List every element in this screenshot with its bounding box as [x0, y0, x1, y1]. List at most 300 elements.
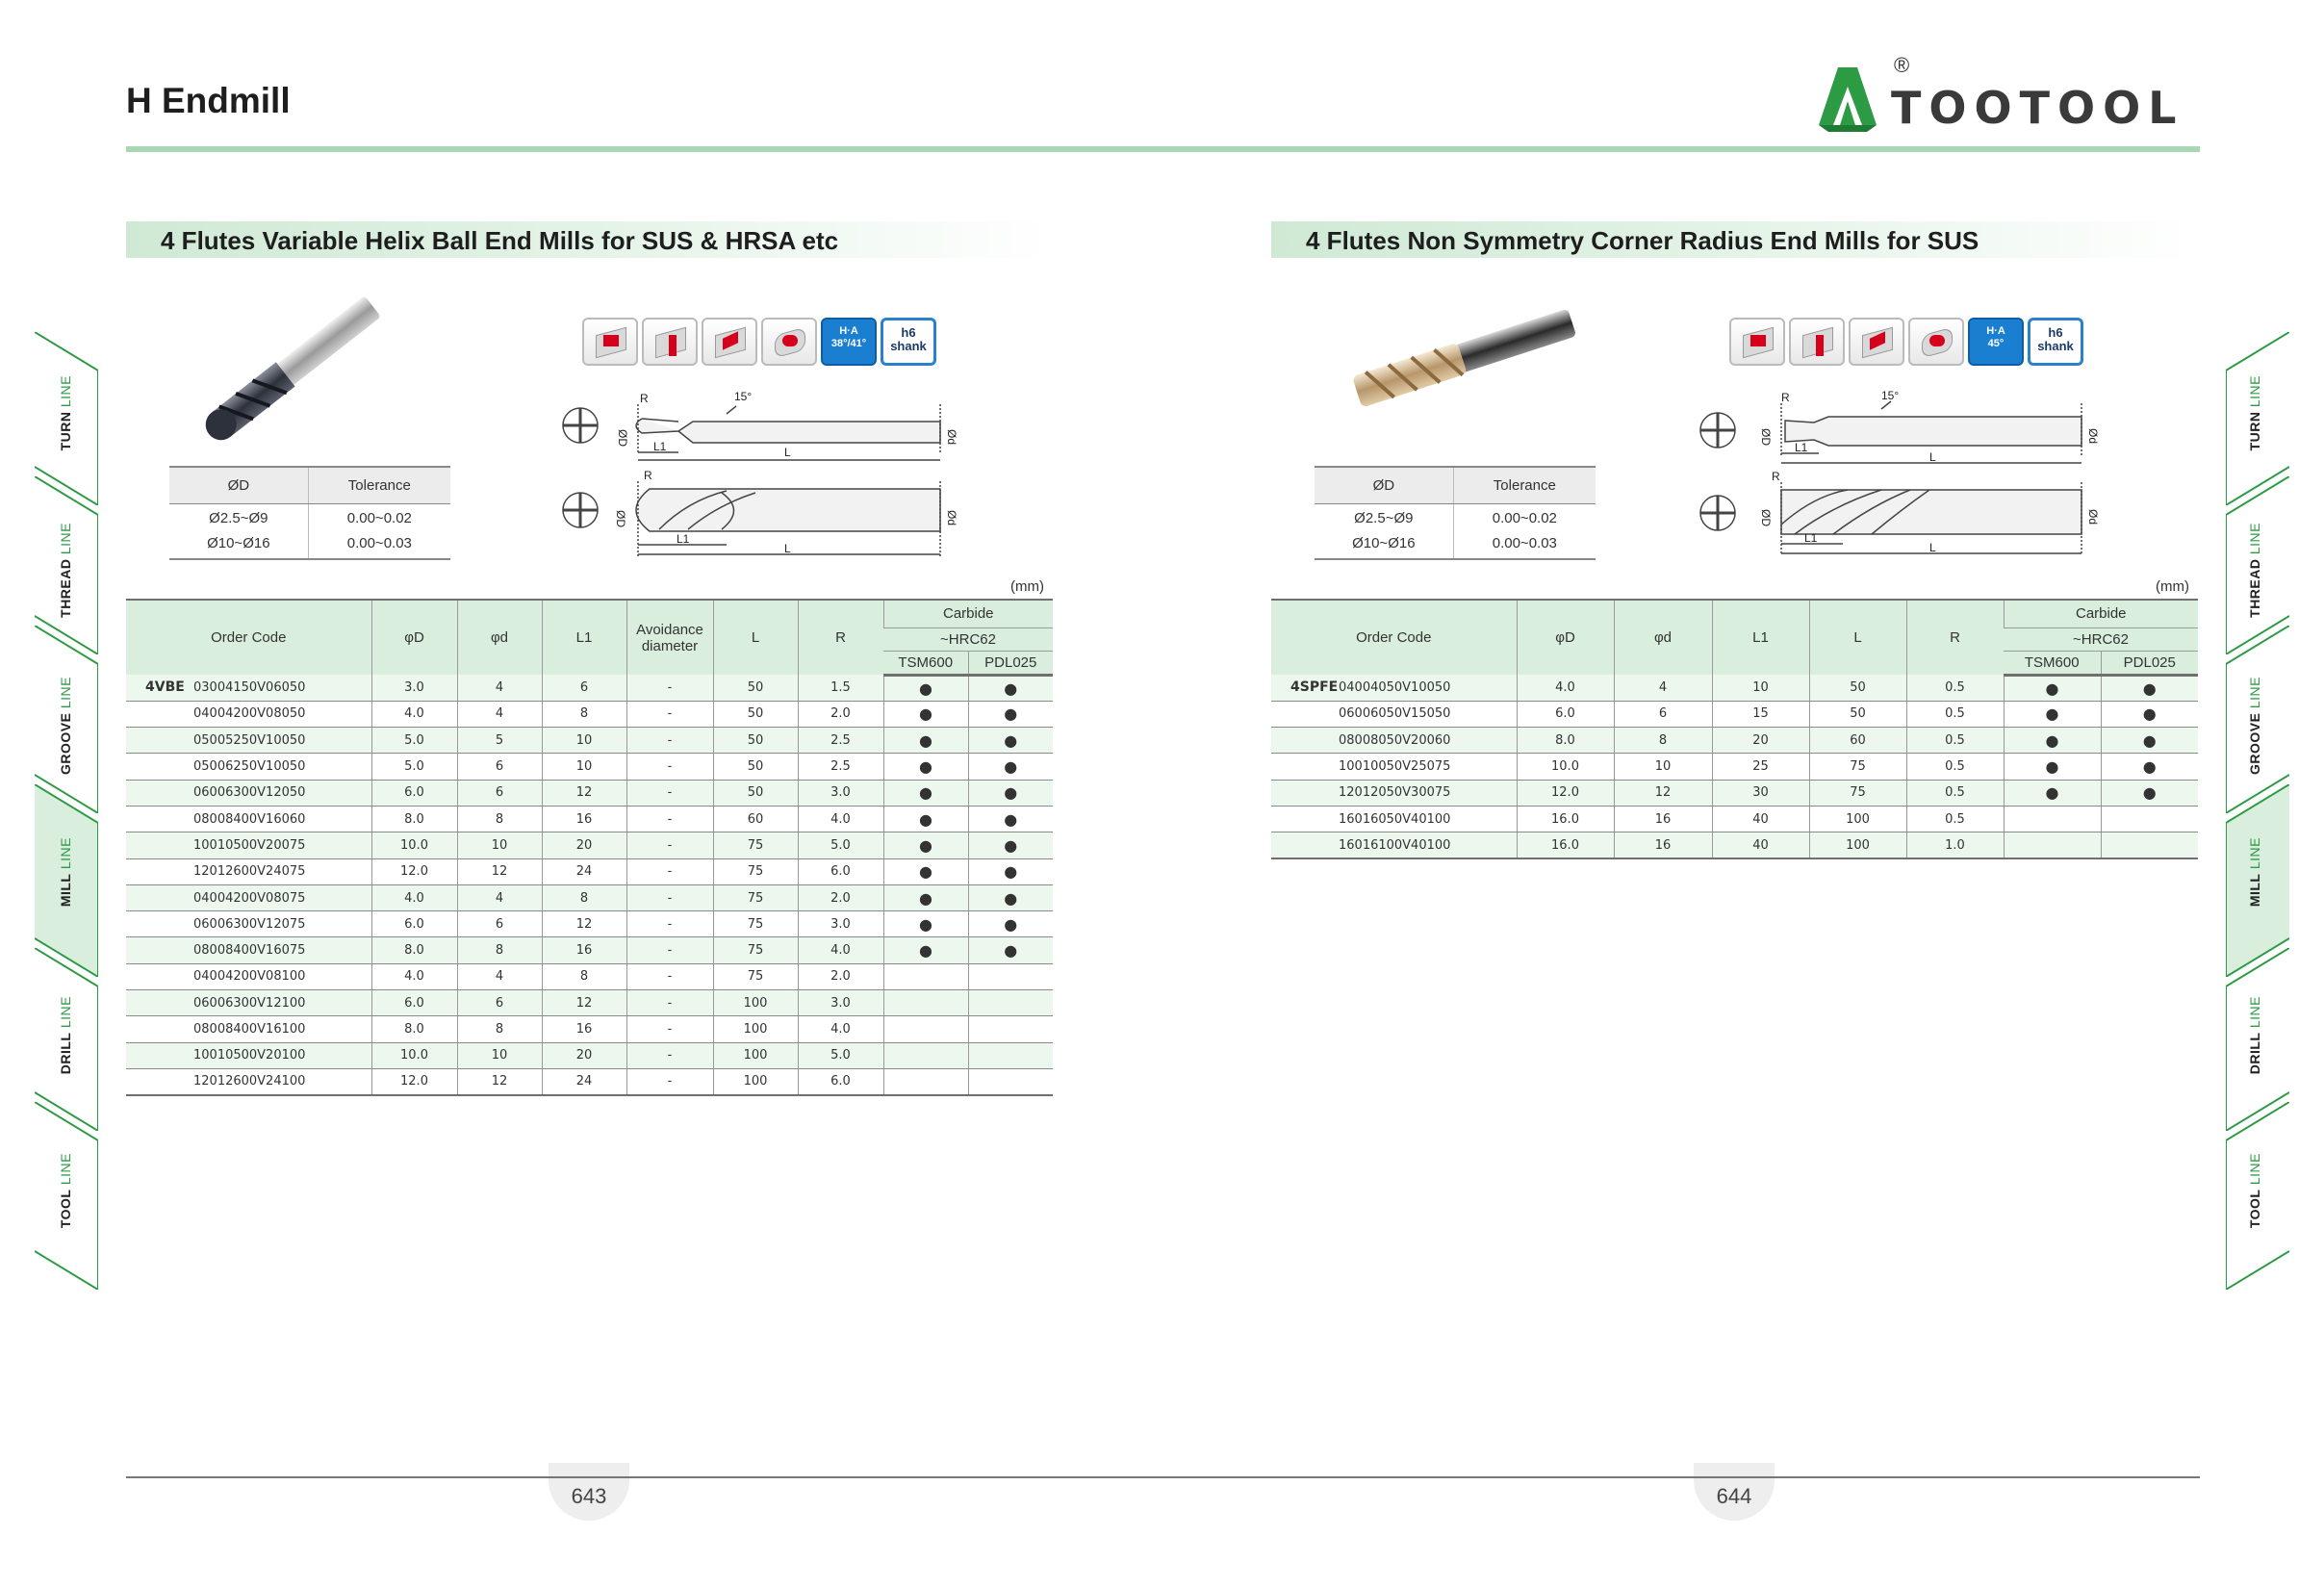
availability-cell: ●	[2101, 754, 2198, 780]
table-row	[126, 937, 1053, 963]
spec-cell: -	[626, 1042, 713, 1068]
table-row	[126, 728, 1053, 754]
svg-text:L1: L1	[653, 440, 667, 453]
spec-cell: 2.5	[798, 728, 883, 754]
spec-cell: 24	[542, 1068, 626, 1094]
brand-logo	[1809, 53, 2204, 140]
spec-cell: 6.0	[371, 990, 457, 1016]
svg-text:Ød: Ød	[945, 510, 958, 526]
spec-cell: 10	[1712, 675, 1809, 701]
header-divider	[126, 146, 2200, 152]
table-row	[126, 780, 1053, 806]
right-page-number: 644	[1694, 1463, 1775, 1521]
right-section-header	[1271, 221, 2195, 258]
order-code: 05006250V10050	[193, 759, 306, 775]
order-code: 12012600V24075	[193, 864, 306, 880]
tolerance-header-tolerance: Tolerance	[1453, 467, 1596, 503]
availability-cell	[968, 1068, 1053, 1094]
spec-cell: 4.0	[371, 701, 457, 727]
order-code: 04004200V08075	[193, 890, 306, 906]
spec-cell: 75	[713, 884, 798, 910]
spec-cell: 100	[713, 1068, 798, 1094]
order-code: 10010500V20075	[193, 837, 306, 853]
col-phi-d: φd	[457, 600, 542, 675]
availability-cell: ●	[883, 701, 968, 727]
spec-cell: -	[626, 701, 713, 727]
left-page-number: 643	[549, 1463, 629, 1521]
spec-cell: 12	[457, 858, 542, 884]
side-tab-label	[2247, 523, 2266, 618]
spec-cell: 60	[1809, 728, 1906, 754]
spec-cell: -	[626, 832, 713, 858]
table-row	[1271, 701, 2198, 727]
order-code: 08008400V16075	[193, 943, 306, 959]
order-code-cell	[1271, 832, 1517, 858]
spec-cell: -	[626, 675, 713, 701]
side-milling-icon	[642, 318, 698, 366]
left-section-title: 4 Flutes Variable Helix Ball End Mills for SUS & HRSA etc	[161, 226, 839, 255]
spec-cell: 8	[457, 937, 542, 963]
table-row	[1271, 754, 2198, 780]
spec-cell: 6	[542, 675, 626, 701]
col-L1: L1	[1712, 600, 1809, 675]
order-code-cell	[1271, 728, 1517, 754]
side-tab-label-bold: TURN	[58, 411, 73, 451]
order-code: 04004200V08100	[193, 969, 306, 985]
brand-name: TOOTOOL	[1891, 82, 2184, 134]
side-tab-label-bold: DRILL	[58, 1032, 73, 1075]
spec-cell: 16.0	[1517, 832, 1614, 858]
col-grade-tsm600: TSM600	[2004, 651, 2101, 675]
spec-cell: 12.0	[1517, 780, 1614, 806]
col-R: R	[798, 600, 883, 675]
availability-cell: ●	[968, 728, 1053, 754]
order-code-cell	[126, 754, 371, 780]
order-code-cell	[126, 675, 371, 701]
svg-text:L: L	[784, 446, 791, 459]
availability-cell: ●	[883, 911, 968, 937]
spec-cell: 6.0	[798, 1068, 883, 1094]
spec-cell: 4.0	[371, 963, 457, 989]
tolerance-cell: Ø2.5~Ø9	[209, 509, 268, 526]
spec-cell: 6.0	[798, 858, 883, 884]
side-tab-tool[interactable]	[35, 1102, 98, 1261]
availability-cell: ●	[2101, 675, 2198, 701]
spec-cell: -	[626, 728, 713, 754]
spec-cell: 75	[1809, 780, 1906, 806]
svg-text:Ød: Ød	[2086, 509, 2100, 525]
spec-cell: 16.0	[1517, 806, 1614, 832]
order-code: 12012600V24100	[193, 1074, 306, 1089]
spec-cell: 5.0	[798, 832, 883, 858]
spec-cell: -	[626, 963, 713, 989]
profiling-icon	[1908, 318, 1964, 366]
spec-cell: 30	[1712, 780, 1809, 806]
tolerance-header-diameter: ØD	[169, 467, 308, 503]
brand-logo-mark-icon	[1809, 53, 1886, 140]
side-tab-mill[interactable]	[2226, 784, 2289, 948]
registered-mark: ®	[1894, 53, 1910, 77]
order-code-cell	[126, 1016, 371, 1042]
spec-cell: 4	[457, 675, 542, 701]
order-code-cell	[126, 858, 371, 884]
left-unit-label: (mm)	[1010, 578, 1044, 595]
col-order-code: Order Code	[126, 600, 371, 675]
page-title: H Endmill	[126, 81, 291, 120]
col-grade-tsm600: TSM600	[883, 651, 968, 675]
spec-cell: 16	[542, 1016, 626, 1042]
side-tab-label	[2247, 1153, 2266, 1228]
table-row	[126, 806, 1053, 832]
footer-divider	[126, 1476, 2200, 1478]
spec-cell: 4.0	[371, 884, 457, 910]
availability-cell	[883, 1042, 968, 1068]
svg-text:R: R	[644, 469, 652, 482]
svg-text:ØD: ØD	[1759, 428, 1773, 446]
availability-cell: ●	[2004, 754, 2101, 780]
spec-cell: 2.5	[798, 754, 883, 780]
availability-cell: ●	[2004, 728, 2101, 754]
availability-cell: ●	[2004, 780, 2101, 806]
spec-cell: 5.0	[798, 1042, 883, 1068]
svg-text:Ød: Ød	[2086, 428, 2100, 445]
spec-cell: 12.0	[371, 858, 457, 884]
spec-cell: 8	[1614, 728, 1712, 754]
spec-cell: 6	[1614, 701, 1712, 727]
spec-cell: 100	[713, 1042, 798, 1068]
right-section-title: 4 Flutes Non Symmetry Corner Radius End Mills for SUS	[1306, 226, 1979, 255]
order-code-cell	[1271, 806, 1517, 832]
order-code: 06006050V15050	[1339, 706, 1451, 722]
h6-shank-icon: h6 shank	[881, 318, 936, 366]
spec-cell: 75	[1809, 754, 1906, 780]
left-section-header	[126, 221, 1050, 258]
availability-cell	[2004, 806, 2101, 832]
spec-cell: 50	[1809, 675, 1906, 701]
side-tab-label-bold: THREAD	[58, 558, 73, 618]
spec-cell: 20	[542, 832, 626, 858]
spec-cell: 2.0	[798, 884, 883, 910]
svg-text:L1: L1	[1795, 441, 1808, 454]
spec-cell: -	[626, 1016, 713, 1042]
spec-cell: 1.5	[798, 675, 883, 701]
table-row	[126, 911, 1053, 937]
spec-cell: 75	[713, 937, 798, 963]
tolerance-header-diameter: ØD	[1315, 467, 1453, 503]
availability-cell: ●	[2101, 780, 2198, 806]
availability-cell	[968, 990, 1053, 1016]
table-row	[126, 675, 1053, 701]
spec-cell: 10.0	[371, 1042, 457, 1068]
table-row	[1271, 675, 2198, 701]
side-tab-label-line: LINE	[2247, 375, 2262, 412]
order-code-cell	[126, 963, 371, 989]
spec-cell: 50	[713, 675, 798, 701]
availability-cell: ●	[968, 858, 1053, 884]
svg-text:L: L	[1929, 450, 1936, 464]
side-tab-label-bold: TURN	[2247, 411, 2262, 451]
side-tab-label	[2247, 837, 2266, 907]
availability-cell	[968, 1042, 1053, 1068]
svg-text:ØD: ØD	[614, 510, 627, 527]
spec-cell: -	[626, 911, 713, 937]
availability-cell	[883, 1016, 968, 1042]
side-tab-groove[interactable]	[35, 626, 98, 784]
availability-cell: ●	[2101, 701, 2198, 727]
spec-cell: 16	[542, 806, 626, 832]
right-product-table	[1271, 599, 2198, 859]
col-R: R	[1906, 600, 2004, 675]
spec-cell: -	[626, 884, 713, 910]
spec-cell: 15	[1712, 701, 1809, 727]
svg-text:L: L	[1929, 541, 1936, 554]
slot-milling-icon	[1729, 318, 1785, 366]
spec-cell: 4	[457, 701, 542, 727]
series-label: 4VBE	[145, 679, 185, 696]
spec-cell: 8	[542, 963, 626, 989]
spec-cell: 10	[542, 728, 626, 754]
side-tab-label-bold: TOOL	[2247, 1189, 2262, 1228]
spec-cell: 6.0	[1517, 701, 1614, 727]
spec-cell: 100	[713, 1016, 798, 1042]
availability-cell: ●	[968, 911, 1053, 937]
order-code-cell	[126, 728, 371, 754]
availability-cell: ●	[883, 675, 968, 701]
spec-cell: 75	[713, 963, 798, 989]
tolerance-cell: Ø10~Ø16	[169, 529, 308, 559]
availability-cell: ●	[883, 754, 968, 780]
order-code: 04004200V08050	[193, 706, 306, 722]
order-code: 06006300V12050	[193, 785, 306, 801]
tolerance-cell: Ø2.5~Ø9	[1354, 509, 1414, 526]
col-grade-pdl025: PDL025	[968, 651, 1053, 675]
spec-cell: 3.0	[798, 780, 883, 806]
side-tab-turn[interactable]	[2226, 332, 2289, 476]
spec-cell: 25	[1712, 754, 1809, 780]
spec-cell: 4	[1614, 675, 1712, 701]
spec-cell: 8	[542, 884, 626, 910]
side-tab-drill[interactable]	[2226, 948, 2289, 1102]
spec-cell: 50	[713, 728, 798, 754]
spec-cell: 10.0	[1517, 754, 1614, 780]
spec-cell: 8	[457, 1016, 542, 1042]
order-code: 08008400V16060	[193, 811, 306, 827]
side-tab-groove[interactable]	[2226, 626, 2289, 784]
availability-cell	[2101, 806, 2198, 832]
order-code: 03004150V06050	[193, 680, 306, 696]
availability-cell: ●	[968, 884, 1053, 910]
svg-text:ØD: ØD	[1759, 509, 1773, 526]
side-tab-label-bold: DRILL	[2247, 1032, 2262, 1075]
col-hardness: ~HRC62	[883, 628, 1053, 651]
spec-cell: 12	[542, 911, 626, 937]
spec-cell: 10.0	[371, 832, 457, 858]
profiling-icon	[761, 318, 817, 366]
spec-cell: 24	[542, 858, 626, 884]
availability-cell: ●	[883, 858, 968, 884]
side-tab-label-line: LINE	[58, 375, 73, 412]
spec-cell: -	[626, 754, 713, 780]
spec-cell: -	[626, 990, 713, 1016]
spec-cell: 60	[713, 806, 798, 832]
side-tab-tool[interactable]	[2226, 1102, 2289, 1261]
availability-cell	[883, 963, 968, 989]
spec-cell: 5	[457, 728, 542, 754]
table-row	[1271, 832, 2198, 858]
spec-cell: 3.0	[371, 675, 457, 701]
tolerance-cell: 0.00~0.03	[1453, 529, 1596, 559]
availability-cell: ●	[968, 780, 1053, 806]
spec-cell: 4.0	[798, 806, 883, 832]
availability-cell: ●	[2004, 701, 2101, 727]
tolerance-cell: 0.00~0.03	[308, 529, 450, 559]
side-tab-label-line: LINE	[2247, 676, 2262, 713]
table-row	[126, 754, 1053, 780]
table-row	[1271, 728, 2198, 754]
col-phi-D: φD	[1517, 600, 1614, 675]
availability-cell: ●	[968, 701, 1053, 727]
ball-end-mill-photo	[173, 289, 404, 452]
spec-cell: 50	[713, 701, 798, 727]
spec-cell: 3.0	[798, 911, 883, 937]
svg-text:L: L	[784, 542, 791, 555]
order-code: 12012050V30075	[1339, 785, 1451, 801]
side-tab-thread[interactable]	[2226, 476, 2289, 626]
spec-cell: 2.0	[798, 963, 883, 989]
spec-cell: 8.0	[371, 1016, 457, 1042]
side-tab-mill[interactable]	[35, 784, 98, 948]
spec-cell: 6	[457, 780, 542, 806]
spec-cell: 40	[1712, 832, 1809, 858]
svg-text:L1: L1	[677, 532, 690, 546]
side-tab-thread[interactable]	[35, 476, 98, 626]
tolerance-cell: Ø10~Ø16	[1315, 529, 1453, 559]
spec-cell: 10	[457, 832, 542, 858]
spec-cell: 50	[713, 780, 798, 806]
spec-cell: 75	[713, 832, 798, 858]
col-carbide-group: Carbide	[883, 600, 1053, 628]
svg-text:L1: L1	[1804, 531, 1818, 545]
spec-cell: 6	[457, 754, 542, 780]
spec-cell: 6	[457, 990, 542, 1016]
order-code: 08008400V16100	[193, 1022, 306, 1037]
spec-cell: 16	[1614, 806, 1712, 832]
order-code-cell	[126, 1068, 371, 1094]
order-code-cell	[126, 701, 371, 727]
availability-cell: ●	[968, 675, 1053, 701]
side-tab-label-line: LINE	[58, 522, 73, 559]
col-L: L	[1809, 600, 1906, 675]
spec-cell: 75	[713, 858, 798, 884]
order-code: 10010500V20100	[193, 1048, 306, 1063]
svg-text:15°: 15°	[1881, 390, 1900, 402]
spec-cell: 12	[457, 1068, 542, 1094]
order-code-cell	[126, 990, 371, 1016]
spec-cell: 16	[542, 937, 626, 963]
table-row	[126, 990, 1053, 1016]
svg-text:ØD: ØD	[616, 429, 629, 447]
spec-cell: 12	[542, 780, 626, 806]
order-code-cell	[1271, 754, 1517, 780]
right-tolerance-table	[1315, 466, 1596, 560]
availability-cell: ●	[968, 937, 1053, 963]
spec-cell: 100	[1809, 832, 1906, 858]
helix-angle-icon: H·A 38°/41°	[821, 318, 877, 366]
spec-cell: 50	[1809, 701, 1906, 727]
side-tab-label	[58, 1153, 77, 1228]
svg-text:Ød: Ød	[945, 429, 958, 446]
order-code: 16016050V40100	[1339, 811, 1451, 827]
col-L: L	[713, 600, 798, 675]
spec-cell: 100	[1809, 806, 1906, 832]
side-tab-label	[58, 523, 77, 618]
order-code-cell	[126, 832, 371, 858]
spec-cell: 8	[457, 806, 542, 832]
order-code-cell	[126, 1042, 371, 1068]
side-tab-label-line: LINE	[58, 676, 73, 713]
ramping-icon	[702, 318, 757, 366]
side-tab-label	[58, 996, 77, 1074]
order-code-cell	[1271, 701, 1517, 727]
availability-cell: ●	[2004, 675, 2101, 701]
spec-cell: 3.0	[798, 990, 883, 1016]
order-code: 08008050V20060	[1339, 732, 1451, 748]
side-tab-turn[interactable]	[35, 332, 98, 476]
col-grade-pdl025: PDL025	[2101, 651, 2198, 675]
spec-cell: 10	[1614, 754, 1712, 780]
availability-cell: ●	[968, 832, 1053, 858]
spec-cell: 4.0	[798, 937, 883, 963]
helix-angle-icon: H·A 45°	[1968, 318, 2024, 366]
spec-cell: 10	[542, 754, 626, 780]
side-milling-icon	[1789, 318, 1845, 366]
side-tab-label-bold: GROOVE	[2247, 712, 2262, 775]
order-code: 04004050V10050	[1339, 680, 1451, 696]
order-code: 06006300V12075	[193, 916, 306, 932]
order-code-cell	[1271, 675, 1517, 701]
availability-cell: ●	[968, 754, 1053, 780]
order-code-cell	[126, 806, 371, 832]
spec-cell: -	[626, 1068, 713, 1094]
table-row	[1271, 780, 2198, 806]
svg-text:R: R	[1781, 391, 1790, 404]
corner-radius-end-mill-photo	[1323, 289, 1583, 433]
col-phi-D: φD	[371, 600, 457, 675]
side-tab-label	[2247, 677, 2266, 775]
spec-cell: -	[626, 858, 713, 884]
spec-cell: 5.0	[371, 754, 457, 780]
right-unit-label: (mm)	[2156, 578, 2189, 595]
spec-cell: 0.5	[1906, 675, 2004, 701]
table-row	[126, 963, 1053, 989]
availability-cell: ●	[883, 884, 968, 910]
svg-text:15°: 15°	[734, 390, 753, 403]
spec-cell: 16	[1614, 832, 1712, 858]
spec-cell: 40	[1712, 806, 1809, 832]
spec-cell: 8.0	[1517, 728, 1614, 754]
slot-milling-icon	[582, 318, 638, 366]
spec-cell: 12.0	[371, 1068, 457, 1094]
spec-cell: 1.0	[1906, 832, 2004, 858]
order-code: 10010050V25075	[1339, 759, 1451, 775]
side-tab-label-line: LINE	[58, 1152, 73, 1190]
left-application-icons	[582, 318, 936, 366]
side-tab-drill[interactable]	[35, 948, 98, 1102]
col-hardness: ~HRC62	[2004, 628, 2198, 651]
table-row	[126, 701, 1053, 727]
right-application-icons	[1729, 318, 2083, 366]
spec-cell: 0.5	[1906, 780, 2004, 806]
